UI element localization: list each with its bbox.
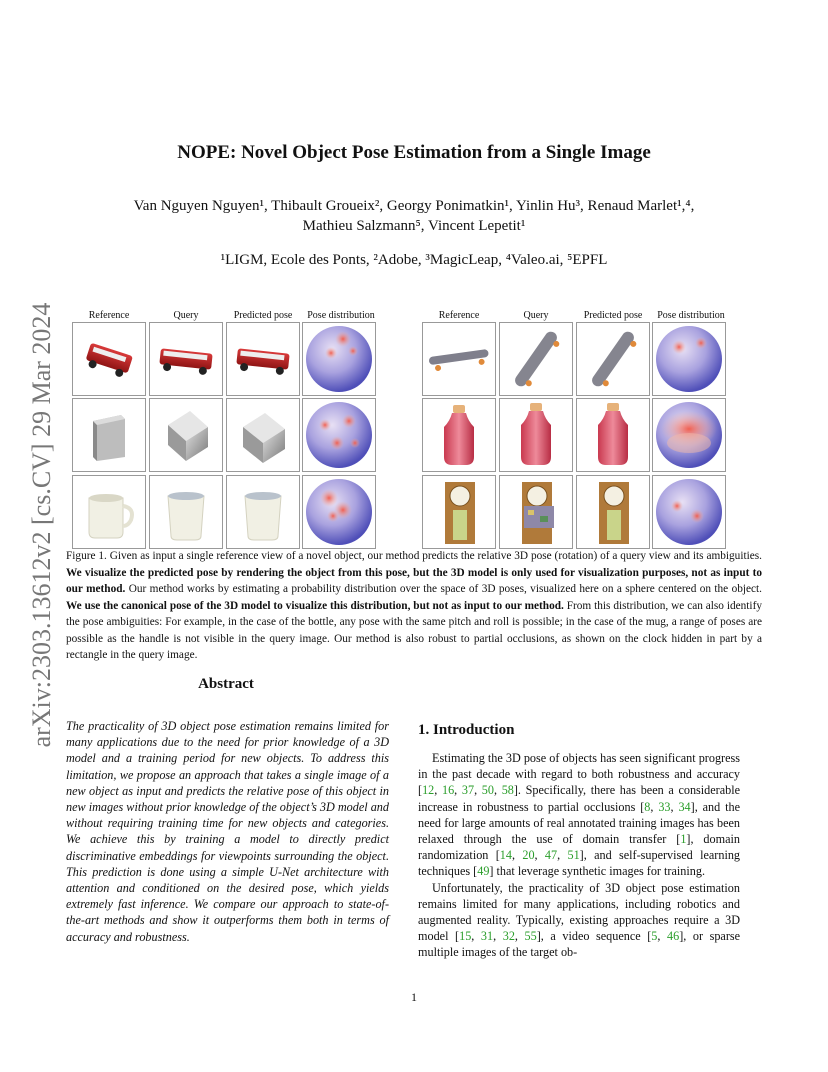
citation-link[interactable]: 32 [502,929,515,944]
bottle-pose-distribution-sphere [652,398,726,472]
page-number: 1 [411,990,417,1004]
paragraph-text: ] that leverage synthetic images for training. [489,864,705,879]
paragraph-text: , [534,848,545,863]
abstract-heading: Abstract [198,676,254,692]
paragraph-text: ], or sparse multiple images of the target ob- [418,929,741,960]
paragraph-text: ], a video sequence [ [536,929,652,944]
bottle-query-image [499,398,573,472]
citation-link[interactable]: 51 [567,848,580,863]
bus-pose-distribution-sphere [302,322,376,396]
paragraph-text: , [471,929,481,944]
caption-part: From this distribution, we can also identify the pose ambiguities: For example, in the case of the bottle, any pose with the same pitch and roll is possible; in the case of the mug, a range of poses are possible as the handle is not visible in the query image. Our method is also robust to partial occlusions, as shown on the clock hidden in part by a rectangle in the query image. [66,599,762,661]
paragraph-text: , [474,783,482,798]
skateboard-pose-distribution-sphere [652,322,726,396]
paragraph-text: ], and the need for large amounts of real annotated training images has been relaxed through the use of domain transfer [ [418,799,741,847]
mug-query-image [149,475,223,549]
paragraph-text: , [511,848,523,863]
paragraph-text: , [493,929,503,944]
paper-title: NOPE: Novel Object Pose Estimation from a Single Image [177,142,651,163]
header-predicted-right: Predicted pose [583,310,643,321]
header-distribution-right: Pose distribution [657,310,725,321]
mug-reference-image [72,475,146,549]
mug-predicted-image [226,475,300,549]
arxiv-sidebar [22,290,62,760]
citation-link[interactable]: 1 [680,832,687,847]
citation-link[interactable]: 12 [422,783,435,798]
paragraph-text: , [514,929,525,944]
citation-link[interactable]: 33 [658,799,671,814]
paragraph-text: , [493,783,502,798]
bottle-predicted-image [576,398,650,472]
intro-paragraph-2 [418,880,740,961]
citation-link[interactable]: 15 [459,929,472,944]
caption-part-bold: We visualize the predicted pose by rendering the object from this pose, but the 3D model is only used for visualization purposes, not as input to our method. [66,566,762,595]
box-query-image [149,398,223,472]
citation-link[interactable]: 37 [461,783,475,798]
paragraph-text: , [657,929,668,944]
bus-predicted-image [226,322,300,396]
header-reference-right: Reference [438,310,480,321]
citation-link[interactable]: 20 [522,848,535,863]
box-predicted-image [226,398,300,472]
paragraph-text: , [650,799,659,814]
mug-pose-distribution-sphere [302,475,376,549]
citation-link[interactable]: 47 [544,848,558,863]
paragraph-text: ], and self-supervised learning techniques [ [418,848,741,879]
paragraph-text: ]. Specifically, there has been a considerable increase in robustness to partial occlusions [ [418,783,741,814]
paragraph-text: , [454,783,462,798]
citation-link[interactable]: 8 [644,799,651,814]
clock-pose-distribution-sphere [652,475,726,549]
bus-query-image [149,322,223,396]
authors-line-1: Van Nguyen Nguyen¹, Thibault Groueix², Georgy Ponimatkin¹, Yinlin Hu³, Renaud Marlet¹,⁴, [133,198,695,214]
citation-link[interactable]: 5 [651,929,658,944]
skateboard-query-image [499,322,573,396]
citation-link[interactable]: 58 [501,783,514,798]
citation-link[interactable]: 49 [477,864,490,879]
paragraph-text: , [434,783,442,798]
caption-part: Our method works by estimating a probability distribution over the space of 3D poses, visualized here on a sphere centered on the object. [125,583,762,595]
caption-part-bold: We use the canonical pose of the 3D model to visualize this distribution, but not as input to our method. [66,599,564,612]
header-predicted-left: Predicted pose [233,310,293,321]
abstract-text: The practicality of 3D object pose estimation remains limited for many applications due to the need for prior knowledge of a 3D model and a training period for new objects. To address this limitation, we propose an approach that takes a single image of a new object as input and predicts the relative pose of this object in new images without prior knowledge of the object’s 3D model and without requiring training time for new objects and categories. We achieve this by training a model to directly predict discriminative embeddings for viewpoints surrounding the object. This prediction is done using a simple U-Net architecture with attention and conditioned on the desired pose, which yields extremely fast inference. We compare our approach to state-of-the-art methods and show it outperforms them both in terms of accuracy and robustness. [66,719,389,944]
introduction-text [418,750,740,961]
bus-reference-image [72,322,146,396]
clock-predicted-image [576,475,650,549]
paragraph-text: Unfortunately, the practicality of 3D object pose estimation remains limited for many applications, including robotics and augmented reality. Typically, existing approaches require a 3D model [ [418,880,740,944]
authors-line-2: Mathieu Salzmann⁵, Vincent Lepetit¹ [302,218,526,234]
citation-link[interactable]: 50 [481,783,494,798]
paragraph-text: Estimating the 3D pose of objects has seen significant progress in the past decade with regard to both robustness and accuracy [ [418,751,740,798]
authors [80,196,748,236]
caption-part: Figure 1. Given as input a single reference view of a novel object, our method predicts the relative 3D pose (rotation) of a query view and its ambiguities. [66,550,762,562]
citation-link[interactable]: 55 [524,929,537,944]
citation-link[interactable]: 46 [667,929,680,944]
intro-paragraph-1 [418,750,740,880]
box-pose-distribution-sphere [302,398,376,472]
introduction-heading: 1. Introduction [418,722,515,738]
skateboard-predicted-image [576,322,650,396]
header-reference-left: Reference [88,310,130,321]
affiliations: ¹LIGM, Ecole des Ponts, ²Adobe, ³MagicLeap, ⁴Valeo.ai, ⁵EPFL [220,252,608,268]
clock-query-image [499,475,573,549]
citation-link[interactable]: 31 [480,929,494,944]
header-query-left: Query [173,310,199,321]
box-reference-image [72,398,146,472]
citation-link[interactable]: 34 [678,799,691,814]
bottle-reference-image [422,398,496,472]
clock-reference-image [422,475,496,549]
citation-link[interactable]: 14 [499,848,512,863]
paragraph-text: ], domain randomization [ [418,832,740,863]
skateboard-reference-image [422,322,496,396]
citation-link[interactable]: 16 [441,783,455,798]
arxiv-identifier: arXiv:2303.13612v2 [cs.CV] 29 Mar 2024 [27,302,56,748]
header-distribution-left: Pose distribution [307,310,375,321]
header-query-right: Query [523,310,549,321]
paragraph-text: , [670,799,679,814]
paragraph-text: , [557,848,568,863]
figure-caption [66,548,762,664]
